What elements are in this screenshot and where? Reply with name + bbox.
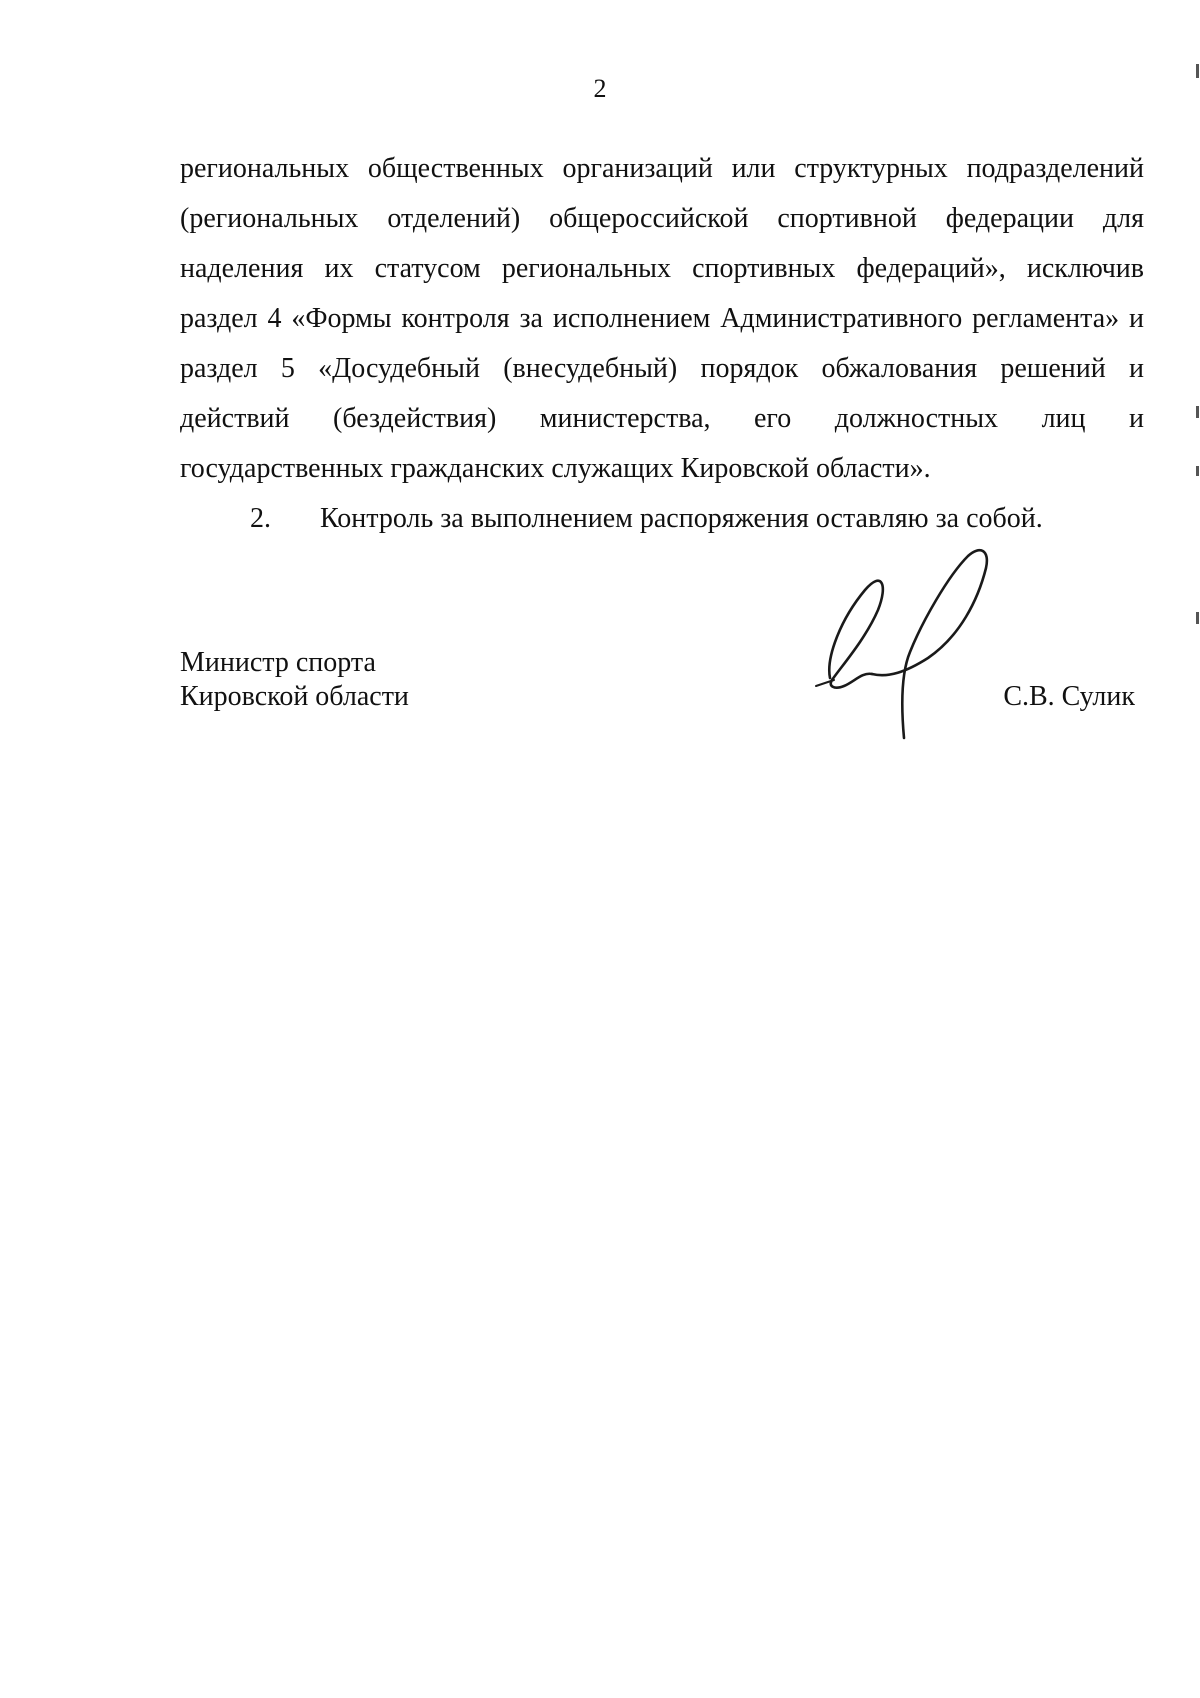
scan-mark-2 bbox=[1196, 406, 1199, 418]
document-body bbox=[180, 144, 1144, 544]
scan-mark-3 bbox=[1196, 466, 1199, 476]
paragraph1-line-7: государственных гражданских служащих Кировской области». bbox=[180, 453, 931, 484]
page-number: 2 bbox=[593, 74, 607, 103]
signatory-name: С.В. Сулик bbox=[1003, 681, 1135, 712]
paragraph2 bbox=[180, 494, 1144, 544]
handwritten-signature bbox=[810, 540, 1020, 750]
scan-mark-4 bbox=[1196, 612, 1199, 624]
position-line-2: Кировской области bbox=[180, 681, 409, 712]
paragraph1-line-3: наделения их статусом региональных спортивных федераций», исключив bbox=[180, 253, 1144, 284]
paragraph1-line-1: региональных общественных организаций или структурных подразделений bbox=[180, 153, 1144, 184]
scan-mark-1 bbox=[1196, 64, 1199, 78]
paragraph1-line-4: раздел 4 «Формы контроля за исполнением Административного регламента» и bbox=[180, 303, 1144, 334]
position-line-1: Министр спорта bbox=[180, 647, 376, 678]
signatory-position bbox=[180, 646, 409, 714]
paragraph2-number: 2. bbox=[250, 503, 271, 534]
paragraph1-line-5: раздел 5 «Досудебный (внесудебный) порядок обжалования решений и bbox=[180, 353, 1144, 384]
paragraph1-line-2: (региональных отделений) общероссийской спортивной федерации для bbox=[180, 203, 1144, 234]
paragraph2-text: Контроль за выполнением распоряжения оставляю за собой. bbox=[320, 503, 1043, 534]
paragraph1-line-6: действий (бездействия) министерства, его должностных лиц и bbox=[180, 403, 1144, 434]
